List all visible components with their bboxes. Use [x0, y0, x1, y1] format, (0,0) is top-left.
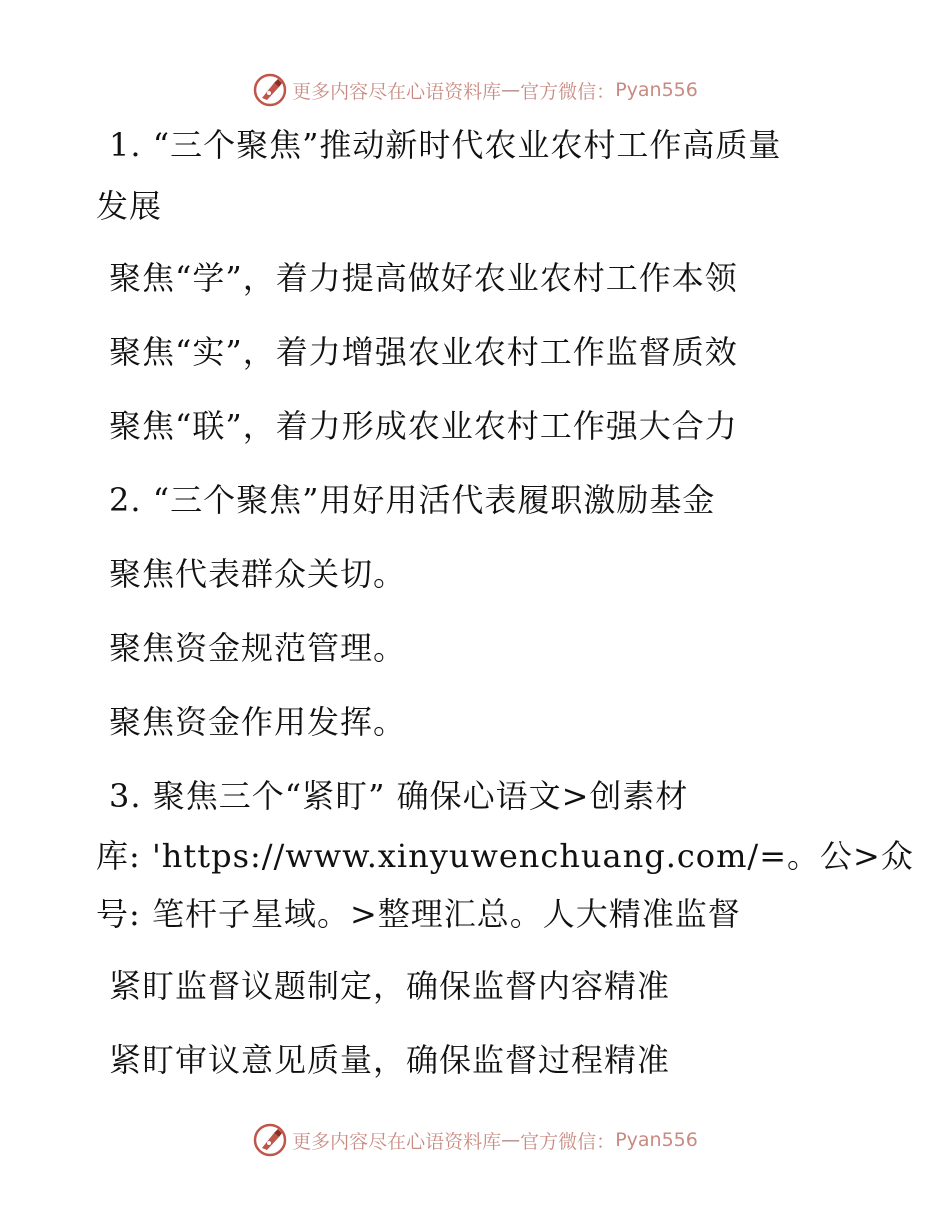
heading-item-1: 1. “三个聚焦”推动新时代农业农村工作高质量: [109, 126, 782, 164]
body-line: 聚焦资金作用发挥。: [109, 703, 407, 741]
pen-nib-seal-icon: [252, 72, 288, 108]
watermark-wechat-id: Pyan556: [615, 1129, 698, 1151]
watermark-separator: —: [501, 1129, 521, 1151]
watermark-site-text: 更多内容尽在心语资料库: [292, 1130, 502, 1153]
heading-item-3-continued: 号: 笔杆子星域。>整理汇总。人大精准监督: [96, 895, 741, 933]
watermark-banner-bottom: [0, 1120, 950, 1160]
watermark-site-text: 更多内容尽在心语资料库: [292, 80, 502, 103]
heading-item-3: 3. 聚焦三个“紧盯” 确保心语文>创素材: [109, 777, 689, 815]
body-line: 聚焦“联”，着力形成农业农村工作强大合力: [109, 407, 738, 445]
body-line: 聚焦“实”，着力增强农业农村工作监督质效: [109, 333, 738, 371]
watermark-wechat-label: 官方微信：: [520, 80, 616, 103]
watermark-wechat-id: Pyan556: [615, 79, 698, 101]
pen-nib-seal-icon: [252, 1122, 288, 1158]
heading-item-1-continued: 发展: [96, 187, 163, 225]
body-line: 紧盯监督议题制定，确保监督内容精准: [109, 967, 671, 1005]
body-line: 聚焦资金规范管理。: [109, 629, 407, 667]
body-line: 聚焦代表群众关切。: [109, 555, 407, 593]
body-line: 聚焦“学”，着力提高做好农业农村工作本领: [109, 259, 738, 297]
heading-item-3-continued: 库: 'https://www.xinyuwenchuang.com/=。公>众: [96, 837, 914, 875]
heading-item-2: 2. “三个聚焦”用好用活代表履职激励基金: [109, 481, 716, 519]
watermark-wechat-label: 官方微信：: [520, 1130, 616, 1153]
body-line: 紧盯审议意见质量，确保监督过程精准: [109, 1041, 671, 1079]
watermark-banner-top: [0, 70, 950, 110]
watermark-separator: —: [501, 79, 521, 101]
